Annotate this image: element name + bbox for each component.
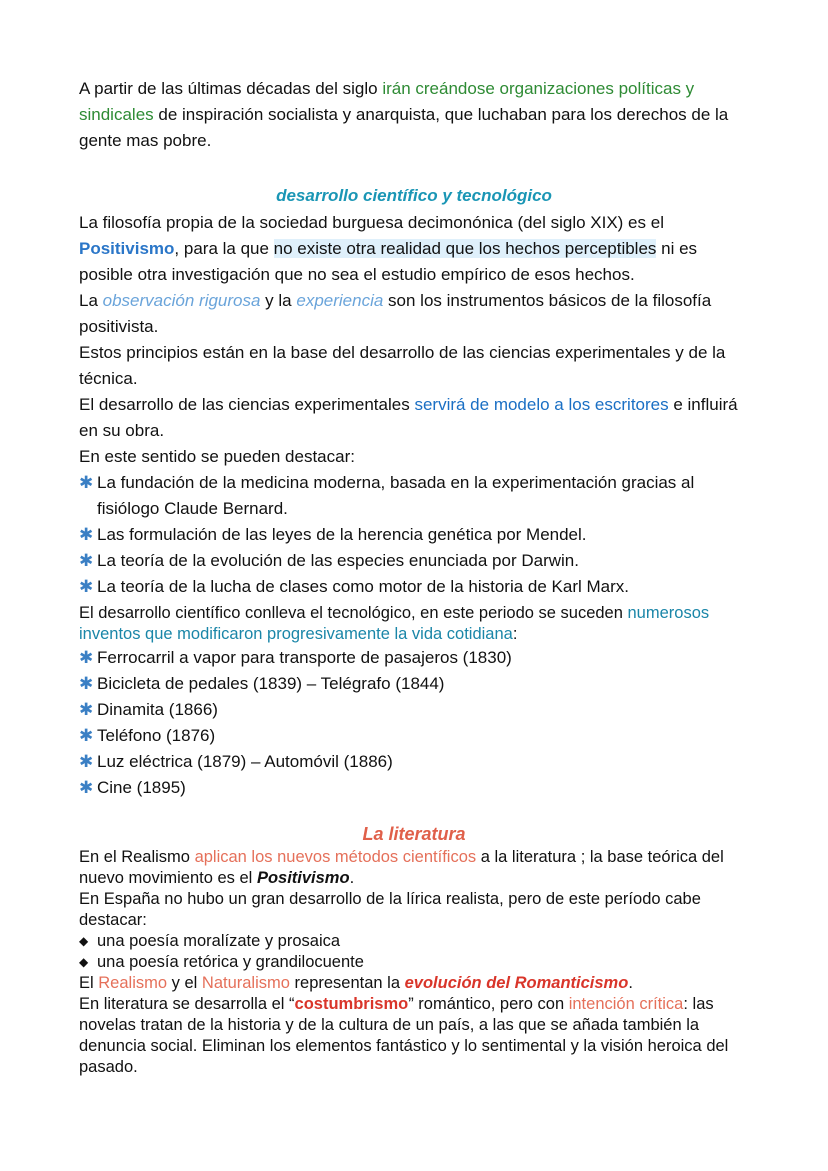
evolution-paragraph: El Realismo y el Naturalismo representan la evolución del Romanticismo.	[79, 974, 633, 992]
highlights-intro: En este sentido se pueden destacar:	[79, 447, 355, 466]
positivismo-term: Positivismo	[256, 869, 350, 887]
asterisk-bullet-icon: ✱	[79, 778, 94, 797]
list-item: ✱ Luz eléctrica (1879) – Automóvil (1886)	[79, 749, 749, 775]
naturalismo-term: Naturalismo	[201, 974, 290, 992]
asterisk-bullet-icon: ✱	[79, 525, 94, 544]
experiencia-term: experiencia	[296, 291, 384, 310]
list-item: ◆ una poesía retórica y grandilocuente	[79, 953, 364, 971]
evolution-phrase: evolución del Romanticismo	[404, 974, 629, 992]
list-item: ✱ Cine (1895)	[79, 775, 749, 801]
list-item: ✱ La fundación de la medicina moderna, basada en la experimentación gracias al fisiólogo Claude Bernard.	[79, 470, 749, 522]
realismo-term: Realismo	[98, 974, 168, 992]
list-item: ✱ Las formulación de las leyes de la herencia genética por Mendel.	[79, 522, 749, 548]
inventions-phrase: numerosos inventos que modificaron progresivamente la vida cotidiana	[79, 604, 710, 643]
positivismo-term: Positivismo	[79, 239, 175, 258]
list-item: ✱ Bicicleta de pedales (1839) – Telégrafo (1844)	[79, 671, 749, 697]
list-item: ◆ una poesía moralízate y prosaica	[79, 932, 341, 950]
diamond-bullet-icon: ◆	[79, 934, 89, 948]
list-item: ✱ Teléfono (1876)	[79, 723, 749, 749]
highlighted-phrase: no existe otra realidad que los hechos perceptibles	[273, 239, 657, 258]
observation-paragraph: La observación rigurosa y la experiencia son los instrumentos básicos de la filosofía positivista.	[79, 291, 712, 336]
diamond-bullet-icon: ◆	[79, 955, 89, 969]
model-phrase: servirá de modelo a los escritores	[414, 395, 669, 414]
list-item: ✱ La teoría de la evolución de las especies enunciada por Darwin.	[79, 548, 749, 574]
asterisk-bullet-icon: ✱	[79, 648, 94, 667]
spain-paragraph: En España no hubo un gran desarrollo de la lírica realista, pero de este período cabe destacar:	[79, 890, 701, 929]
intro-text: A partir de las últimas décadas del siglo	[79, 79, 383, 98]
list-item: ✱ Dinamita (1866)	[79, 697, 749, 723]
costumbrismo-paragraph: En literatura se desarrolla el “costumbrismo” romántico, pero con intención crítica: las novelas tratan de la historia y de la cultura de un país, a las que se añada también la denuncia social. Eliminan los elementos fantástico y lo sentimental y la visión heroica del pasado.	[79, 995, 729, 1076]
asterisk-bullet-icon: ✱	[79, 726, 94, 745]
list-item: ✱ La teoría de la lucha de clases como motor de la historia de Karl Marx.	[79, 574, 749, 600]
principles-paragraph: Estos principios están en la base del desarrollo de las ciencias experimentales y de la técnica.	[79, 343, 726, 388]
list-item: ✱ Ferrocarril a vapor para transporte de pasajeros (1830)	[79, 645, 749, 671]
technology-paragraph: El desarrollo científico conlleva el tecnológico, en este periodo se suceden numerosos inventos que modificaron progresivamente la vida cotidiana:	[79, 604, 710, 643]
intro-paragraph	[79, 76, 749, 154]
section-title-literature: La literatura	[362, 824, 466, 844]
asterisk-bullet-icon: ✱	[79, 551, 94, 570]
intro-text-end: de inspiración socialista y anarquista, que luchaban para los derechos de la gente mas pobre.	[79, 105, 729, 150]
costumbrismo-term: costumbrismo	[294, 995, 409, 1013]
asterisk-bullet-icon: ✱	[79, 700, 94, 719]
science-section-body	[79, 210, 749, 600]
inventions-list	[79, 645, 749, 801]
asterisk-bullet-icon: ✱	[79, 473, 94, 492]
asterisk-bullet-icon: ✱	[79, 577, 94, 596]
observacion-term: observación rigurosa	[102, 291, 261, 310]
positivism-paragraph: La filosofía propia de la sociedad burguesa decimonónica (del siglo XIX) es el Positivismo, para la que no existe otra realidad que los hechos perceptibles ni es posible otra investigación que no sea el estudio empírico de esos hechos.	[79, 213, 698, 284]
realism-paragraph: En el Realismo aplican los nuevos métodos científicos a la literatura ; la base teórica del nuevo movimiento es el Positivismo.	[79, 848, 724, 887]
literature-section-body	[79, 847, 749, 1078]
asterisk-bullet-icon: ✱	[79, 674, 94, 693]
inventions-block	[79, 603, 749, 801]
methods-phrase: aplican los nuevos métodos científicos	[194, 848, 477, 866]
asterisk-bullet-icon: ✱	[79, 752, 94, 771]
intro-highlight-green: irán creándose organizaciones políticas y sindicales	[79, 79, 695, 124]
sciences-paragraph: El desarrollo de las ciencias experimentales servirá de modelo a los escritores e influirá en su obra.	[79, 395, 738, 440]
critical-intention-phrase: intención crítica	[568, 995, 684, 1013]
section-title-science: desarrollo científico y tecnológico	[276, 186, 552, 205]
